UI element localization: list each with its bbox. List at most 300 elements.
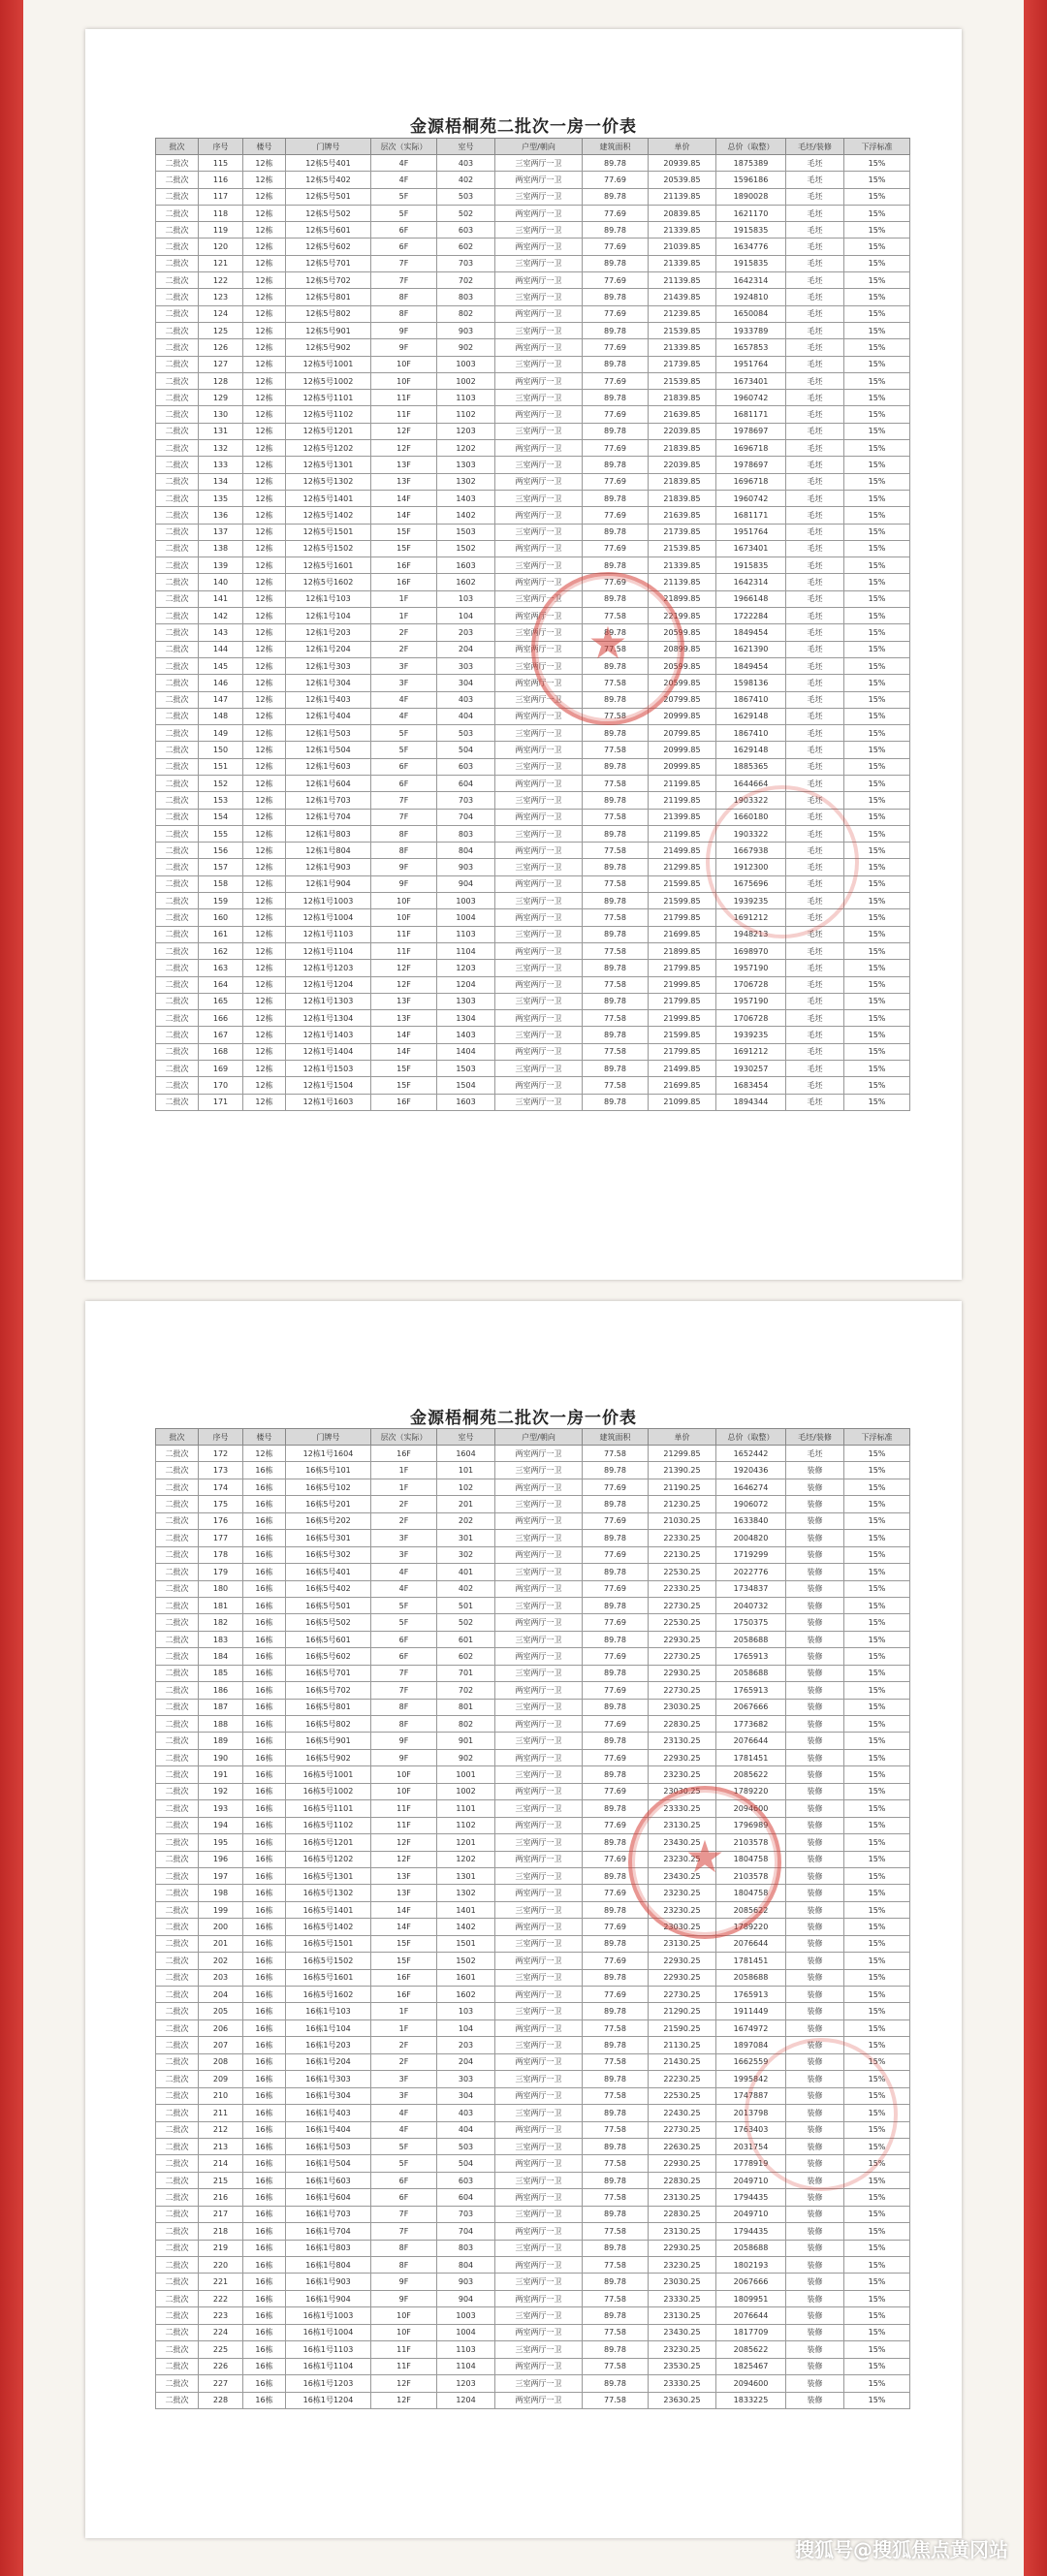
table-cell: 二批次 (156, 322, 199, 338)
table-cell: 89.78 (583, 859, 649, 875)
table-cell: 15% (844, 574, 910, 590)
table-cell: 15% (844, 590, 910, 607)
table-cell: 224 (199, 2324, 243, 2340)
table-cell: 503 (437, 725, 495, 742)
table-cell: 16栋 (243, 1885, 286, 1901)
table-cell: 二批次 (156, 1766, 199, 1783)
table-cell: 12栋 (243, 691, 286, 708)
table-cell: 二批次 (156, 608, 199, 624)
table-cell: 11F (371, 1800, 437, 1817)
table-cell: 141 (199, 590, 243, 607)
table-cell: 16栋5号1201 (286, 1834, 371, 1851)
table-cell: 148 (199, 708, 243, 724)
table-cell: 501 (437, 1597, 495, 1613)
table-cell: 183 (199, 1631, 243, 1647)
table-cell: 三室两厅一卫 (495, 1496, 583, 1512)
table-cell: 毛坯 (786, 172, 844, 188)
table-cell: 2058688 (716, 1665, 786, 1681)
official-seal (628, 1786, 781, 1939)
table-row (156, 1716, 910, 1733)
table-cell: 21539.85 (649, 322, 716, 338)
table-cell: 218 (199, 2223, 243, 2240)
table-cell: 802 (437, 305, 495, 322)
table-cell: 15% (844, 1733, 910, 1749)
table-cell: 150 (199, 742, 243, 758)
table-cell: 12栋5号1302 (286, 473, 371, 490)
table-cell: 1302 (437, 473, 495, 490)
table-cell: 21399.85 (649, 809, 716, 825)
table-cell: 装修 (786, 1682, 844, 1699)
table-row (156, 1010, 910, 1027)
table-cell: 15% (844, 1597, 910, 1613)
right-red-border (1024, 0, 1047, 2576)
table-cell: 15% (844, 2172, 910, 2188)
table-cell: 89.78 (583, 1867, 649, 1884)
table-cell: 163 (199, 960, 243, 976)
table-cell: 毛坯 (786, 239, 844, 255)
table-cell: 166 (199, 1010, 243, 1027)
table-cell: 毛坯 (786, 976, 844, 993)
table-cell: 77.69 (583, 574, 649, 590)
table-row (156, 1987, 910, 2003)
table-cell: 204 (437, 641, 495, 657)
table-cell: 1401 (437, 1901, 495, 1918)
table-cell: 二批次 (156, 1027, 199, 1043)
table-cell: 12栋 (243, 893, 286, 909)
table-cell: 10F (371, 1766, 437, 1783)
table-cell: 14F (371, 1901, 437, 1918)
table-cell: 16F (371, 1094, 437, 1110)
table-cell: 20599.85 (649, 657, 716, 674)
table-cell: 15% (844, 859, 910, 875)
table-cell: 两室两厅一卫 (495, 2324, 583, 2340)
table-cell: 12栋1号1004 (286, 909, 371, 926)
table-cell: 三室两厅一卫 (495, 1061, 583, 1077)
table-cell: 16栋 (243, 1597, 286, 1613)
table-cell: 77.69 (583, 172, 649, 188)
table-cell: 两室两厅一卫 (495, 1512, 583, 1529)
table-cell: 167 (199, 1027, 243, 1043)
table-cell: 二批次 (156, 1077, 199, 1094)
table-cell: 二批次 (156, 2019, 199, 2036)
table-cell: 5F (371, 1597, 437, 1613)
table-cell: 15% (844, 339, 910, 356)
table-cell: 3F (371, 657, 437, 674)
table-cell: 602 (437, 1648, 495, 1665)
table-row (156, 1783, 910, 1799)
table-cell: 16栋 (243, 2375, 286, 2392)
table-cell: 两室两厅一卫 (495, 2358, 583, 2374)
table-cell: 201 (199, 1935, 243, 1952)
table-cell: 12栋1号1103 (286, 926, 371, 942)
table-cell: 毛坯 (786, 893, 844, 909)
table-cell: 158 (199, 875, 243, 892)
table-cell: 毛坯 (786, 624, 844, 641)
table-cell: 1301 (437, 1867, 495, 1884)
table-cell: 89.78 (583, 1834, 649, 1851)
table-row (156, 590, 910, 607)
table-cell: 两室两厅一卫 (495, 1783, 583, 1799)
table-row (156, 2341, 910, 2358)
table-cell: 15% (844, 1851, 910, 1867)
table-cell: 二批次 (156, 1512, 199, 1529)
price-sheet-1 (85, 29, 962, 1280)
table-cell: 77.58 (583, 1077, 649, 1094)
table-cell: 1102 (437, 406, 495, 423)
table-cell: 11F (371, 1817, 437, 1833)
table-cell: 77.58 (583, 875, 649, 892)
table-cell: 16栋 (243, 2392, 286, 2408)
table-cell: 二批次 (156, 1061, 199, 1077)
table-cell: 装修 (786, 2375, 844, 2392)
table-cell: 21299.85 (649, 859, 716, 875)
table-cell: 装修 (786, 1530, 844, 1546)
table-cell: 89.78 (583, 926, 649, 942)
table-cell: 二批次 (156, 1935, 199, 1952)
table-cell: 212 (199, 2121, 243, 2138)
table-cell: 1948213 (716, 926, 786, 942)
table-cell: 23130.25 (649, 2307, 716, 2324)
column-header: 序号 (199, 139, 243, 155)
table-cell: 1203 (437, 960, 495, 976)
table-cell: 12栋 (243, 322, 286, 338)
table-cell: 12栋1号1403 (286, 1027, 371, 1043)
table-cell: 16栋1号1004 (286, 2324, 371, 2340)
table-cell: 两室两厅一卫 (495, 1614, 583, 1631)
table-cell: 164 (199, 976, 243, 993)
table-cell: 装修 (786, 1901, 844, 1918)
table-cell: 128 (199, 372, 243, 389)
table-cell: 装修 (786, 1987, 844, 2003)
table-cell: 毛坯 (786, 507, 844, 524)
table-cell: 89.78 (583, 725, 649, 742)
table-cell: 103 (437, 2003, 495, 2019)
table-cell: 15% (844, 1969, 910, 1986)
table-cell: 12栋1号1203 (286, 960, 371, 976)
table-cell: 12栋 (243, 976, 286, 993)
table-cell: 1652442 (716, 1446, 786, 1462)
table-cell: 三室两厅一卫 (495, 490, 583, 506)
table-cell: 21799.85 (649, 960, 716, 976)
table-cell: 9F (371, 859, 437, 875)
table-cell: 三室两厅一卫 (495, 1969, 583, 1986)
table-cell: 三室两厅一卫 (495, 1699, 583, 1715)
table-cell: 二批次 (156, 406, 199, 423)
table-cell: 15% (844, 976, 910, 993)
table-cell: 22730.25 (649, 1597, 716, 1613)
table-cell: 12栋 (243, 775, 286, 791)
table-cell: 16栋1号1103 (286, 2341, 371, 2358)
table-cell: 202 (437, 1512, 495, 1529)
table-cell: 23130.25 (649, 1817, 716, 1833)
table-cell: 10F (371, 372, 437, 389)
table-cell: 三室两厅一卫 (495, 390, 583, 406)
table-cell: 21899.85 (649, 942, 716, 959)
table-cell: 176 (199, 1512, 243, 1529)
table-cell: 二批次 (156, 2105, 199, 2121)
table-cell: 173 (199, 1462, 243, 1479)
table-cell: 20999.85 (649, 708, 716, 724)
table-cell: 159 (199, 893, 243, 909)
table-cell: 89.78 (583, 1665, 649, 1681)
table-cell: 装修 (786, 1834, 844, 1851)
table-cell: 二批次 (156, 1716, 199, 1733)
table-cell: 16栋 (243, 2240, 286, 2256)
table-cell: 23430.25 (649, 2324, 716, 2340)
table-cell: 毛坯 (786, 942, 844, 959)
table-row (156, 1043, 910, 1060)
table-row (156, 490, 910, 506)
table-cell: 12栋5号901 (286, 322, 371, 338)
table-cell: 603 (437, 2172, 495, 2188)
table-row (156, 691, 910, 708)
table-cell: 8F (371, 289, 437, 305)
table-cell: 装修 (786, 2274, 844, 2290)
table-cell: 装修 (786, 1800, 844, 1817)
table-cell: 216 (199, 2189, 243, 2206)
table-cell: 801 (437, 1699, 495, 1715)
table-cell: 15% (844, 305, 910, 322)
table-cell: 装修 (786, 1580, 844, 1597)
table-cell: 12栋1号1104 (286, 942, 371, 959)
table-cell: 12栋5号1502 (286, 540, 371, 557)
table-cell: 三室两厅一卫 (495, 188, 583, 205)
table-cell: 15% (844, 1061, 910, 1077)
table-cell: 22039.85 (649, 457, 716, 473)
table-cell: 1747887 (716, 2087, 786, 2104)
table-cell: 174 (199, 1479, 243, 1495)
table-cell: 4F (371, 1580, 437, 1597)
table-cell: 毛坯 (786, 657, 844, 674)
table-cell: 77.69 (583, 1749, 649, 1765)
table-cell: 227 (199, 2375, 243, 2392)
table-cell: 15% (844, 926, 910, 942)
table-cell: 装修 (786, 2071, 844, 2087)
table-cell: 16栋 (243, 2053, 286, 2070)
table-cell: 16栋1号504 (286, 2155, 371, 2172)
table-cell: 两室两厅一卫 (495, 440, 583, 457)
table-cell: 1696718 (716, 473, 786, 490)
table-cell: 77.69 (583, 440, 649, 457)
table-cell: 三室两厅一卫 (495, 2071, 583, 2087)
table-cell: 二批次 (156, 1783, 199, 1799)
table-cell: 180 (199, 1580, 243, 1597)
table-cell: 毛坯 (786, 675, 844, 691)
table-cell: 毛坯 (786, 540, 844, 557)
table-cell: 装修 (786, 1648, 844, 1665)
table-cell: 89.78 (583, 2341, 649, 2358)
column-header: 批次 (156, 1429, 199, 1446)
table-cell: 1825467 (716, 2358, 786, 2374)
table-cell: 二批次 (156, 222, 199, 239)
table-cell: 77.58 (583, 2121, 649, 2138)
table-row (156, 2392, 910, 2408)
column-header: 层次（实际） (371, 1429, 437, 1446)
table-cell: 2F (371, 1512, 437, 1529)
table-cell: 两室两厅一卫 (495, 775, 583, 791)
table-cell: 三室两厅一卫 (495, 2375, 583, 2392)
table-cell: 16栋5号201 (286, 1496, 371, 1512)
table-cell: 16栋5号1401 (286, 1901, 371, 1918)
column-header: 门牌号 (286, 139, 371, 155)
table-cell: 毛坯 (786, 155, 844, 172)
table-cell: 二批次 (156, 2341, 199, 2358)
table-cell: 15% (844, 1885, 910, 1901)
table-cell: 77.69 (583, 272, 649, 289)
table-cell: 1978697 (716, 423, 786, 439)
table-row (156, 1462, 910, 1479)
table-cell: 毛坯 (786, 356, 844, 372)
table-cell: 102 (437, 1479, 495, 1495)
table-cell: 9F (371, 2290, 437, 2306)
table-cell: 7F (371, 1665, 437, 1681)
table-cell: 13F (371, 473, 437, 490)
table-cell: 三室两厅一卫 (495, 155, 583, 172)
table-cell: 1621390 (716, 641, 786, 657)
table-cell: 15% (844, 490, 910, 506)
table-cell: 142 (199, 608, 243, 624)
table-cell: 三室两厅一卫 (495, 255, 583, 271)
table-cell: 1765913 (716, 1987, 786, 2003)
table-cell: 1833225 (716, 2392, 786, 2408)
table-cell: 毛坯 (786, 305, 844, 322)
table-cell: 903 (437, 859, 495, 875)
table-cell: 1404 (437, 1043, 495, 1060)
table-cell: 16栋 (243, 1851, 286, 1867)
table-cell: 1796989 (716, 1817, 786, 1833)
table-cell: 192 (199, 1783, 243, 1799)
table-cell: 104 (437, 2019, 495, 2036)
table-cell: 2049710 (716, 2172, 786, 2188)
table-cell: 二批次 (156, 1614, 199, 1631)
table-cell: 22039.85 (649, 423, 716, 439)
table-cell: 二批次 (156, 1834, 199, 1851)
table-cell: 22730.25 (649, 1987, 716, 2003)
table-cell: 4F (371, 2121, 437, 2138)
table-cell: 181 (199, 1597, 243, 1613)
table-cell: 二批次 (156, 2392, 199, 2408)
price-table-2 (155, 1428, 910, 2409)
table-row (156, 1885, 910, 1901)
table-cell: 2031754 (716, 2138, 786, 2154)
table-cell: 1629148 (716, 742, 786, 758)
price-sheet-2 (85, 1301, 962, 2538)
table-cell: 15% (844, 1614, 910, 1631)
table-cell: 16栋1号1203 (286, 2375, 371, 2392)
table-cell: 16栋 (243, 2341, 286, 2358)
table-cell: 1603 (437, 557, 495, 574)
table-cell: 15% (844, 708, 910, 724)
table-cell: 12F (371, 976, 437, 993)
table-cell: 二批次 (156, 2307, 199, 2324)
table-cell: 77.69 (583, 507, 649, 524)
table-cell: 89.78 (583, 1699, 649, 1715)
table-cell: 二批次 (156, 473, 199, 490)
table-cell: 1781451 (716, 1749, 786, 1765)
table-cell: 16栋 (243, 2155, 286, 2172)
table-cell: 21739.85 (649, 524, 716, 540)
table-cell: 二批次 (156, 725, 199, 742)
table-cell: 16栋 (243, 1699, 286, 1715)
table-cell: 16栋1号803 (286, 2240, 371, 2256)
table-cell: 157 (199, 859, 243, 875)
table-cell: 16栋 (243, 1530, 286, 1546)
table-cell: 16栋1号704 (286, 2223, 371, 2240)
table-cell: 12栋 (243, 406, 286, 423)
table-cell: 装修 (786, 2087, 844, 2104)
table-row (156, 507, 910, 524)
table-cell: 两室两厅一卫 (495, 2392, 583, 2408)
table-cell: 16栋5号1502 (286, 1953, 371, 1969)
table-row (156, 1834, 910, 1851)
table-cell: 两室两厅一卫 (495, 1817, 583, 1833)
table-cell: 16栋5号1102 (286, 1817, 371, 1833)
table-cell: 装修 (786, 2053, 844, 2070)
table-cell: 16栋1号903 (286, 2274, 371, 2290)
table-cell: 23530.25 (649, 2358, 716, 2374)
table-cell: 7F (371, 792, 437, 809)
table-cell: 2076644 (716, 1733, 786, 1749)
table-cell: 20599.85 (649, 624, 716, 641)
table-cell: 168 (199, 1043, 243, 1060)
table-cell: 15% (844, 758, 910, 775)
table-cell: 12栋1号703 (286, 792, 371, 809)
table-cell: 毛坯 (786, 909, 844, 926)
table-cell: 1765913 (716, 1682, 786, 1699)
table-cell: 2067666 (716, 1699, 786, 1715)
table-cell: 7F (371, 255, 437, 271)
table-cell: 3F (371, 2071, 437, 2087)
table-cell: 225 (199, 2341, 243, 2358)
table-cell: 1674972 (716, 2019, 786, 2036)
table-cell: 22930.25 (649, 1665, 716, 1681)
table-cell: 204 (437, 2053, 495, 2070)
table-cell: 1681171 (716, 507, 786, 524)
table-cell: 21199.85 (649, 792, 716, 809)
table-cell: 二批次 (156, 155, 199, 172)
table-cell: 1001 (437, 1766, 495, 1783)
table-cell: 12栋5号502 (286, 205, 371, 221)
table-cell: 毛坯 (786, 875, 844, 892)
table-row (156, 239, 910, 255)
table-cell: 702 (437, 1682, 495, 1699)
table-cell: 二批次 (156, 1733, 199, 1749)
table-cell: 15% (844, 2189, 910, 2206)
table-cell: 21099.85 (649, 1094, 716, 1110)
table-cell: 21699.85 (649, 1077, 716, 1094)
table-cell: 毛坯 (786, 775, 844, 791)
table-cell: 5F (371, 2138, 437, 2154)
table-cell: 10F (371, 2324, 437, 2340)
table-cell: 1303 (437, 993, 495, 1009)
table-cell: 1657853 (716, 339, 786, 356)
table-cell: 134 (199, 473, 243, 490)
table-cell: 装修 (786, 1935, 844, 1952)
table-cell: 89.78 (583, 1564, 649, 1580)
table-cell: 186 (199, 1682, 243, 1699)
table-cell: 两室两厅一卫 (495, 1580, 583, 1597)
table-cell: 装修 (786, 2138, 844, 2154)
table-cell: 二批次 (156, 960, 199, 976)
table-cell: 二批次 (156, 792, 199, 809)
table-cell: 1885365 (716, 758, 786, 775)
table-cell: 12栋 (243, 440, 286, 457)
table-cell: 12栋5号701 (286, 255, 371, 271)
table-cell: 143 (199, 624, 243, 641)
table-cell: 1F (371, 2019, 437, 2036)
table-cell: 1634776 (716, 239, 786, 255)
table-cell: 115 (199, 155, 243, 172)
